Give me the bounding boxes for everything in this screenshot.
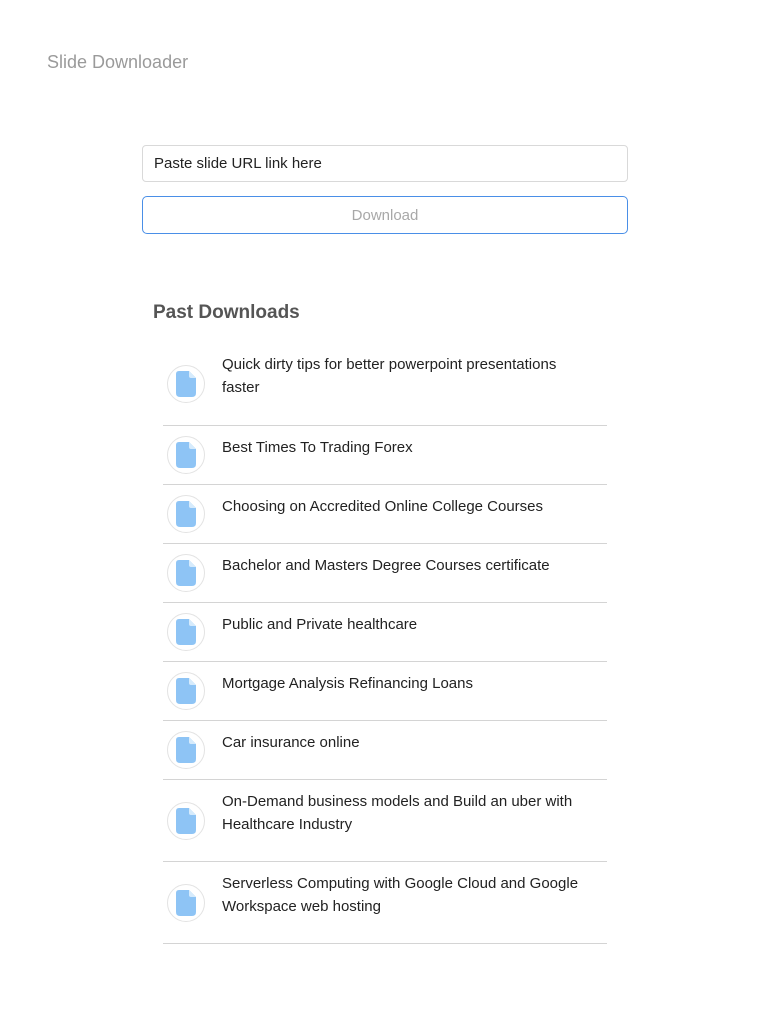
document-icon (167, 802, 205, 840)
document-icon (167, 884, 205, 922)
list-item[interactable] (163, 862, 607, 944)
document-icon (167, 731, 205, 769)
list-item[interactable] (163, 662, 607, 721)
list-item-label: Car insurance online (222, 734, 360, 751)
list-item[interactable] (163, 426, 607, 485)
list-item-label: On-Demand business models and Build an uber with Healthcare Industry (222, 793, 573, 833)
app-title: Slide Downloader (47, 52, 189, 72)
list-item[interactable] (163, 780, 607, 862)
document-icon (167, 554, 205, 592)
list-item[interactable] (163, 485, 607, 544)
list-item-label: Serverless Computing with Google Cloud and Google Workspace web hosting (222, 875, 579, 915)
past-downloads-list (163, 343, 607, 944)
list-item[interactable] (163, 544, 607, 603)
document-icon (167, 613, 205, 651)
list-item-label: Best Times To Trading Forex (222, 439, 413, 456)
list-item-label: Bachelor and Masters Degree Courses certificate (222, 557, 550, 574)
past-downloads-title: Past Downloads (153, 302, 300, 323)
list-item[interactable] (163, 721, 607, 780)
document-icon (167, 672, 205, 710)
download-button[interactable]: Download (142, 196, 628, 234)
list-item[interactable] (163, 603, 607, 662)
list-item[interactable] (163, 343, 607, 426)
document-icon (167, 495, 205, 533)
list-item-label: Quick dirty tips for better powerpoint presentations faster (222, 356, 557, 396)
list-item-label: Choosing on Accredited Online College Courses (222, 498, 544, 515)
document-icon (167, 436, 205, 474)
list-item-label: Public and Private healthcare (222, 616, 418, 633)
slide-url-input[interactable] (142, 145, 628, 182)
list-item-label: Mortgage Analysis Refinancing Loans (222, 675, 473, 692)
document-icon (167, 365, 205, 403)
